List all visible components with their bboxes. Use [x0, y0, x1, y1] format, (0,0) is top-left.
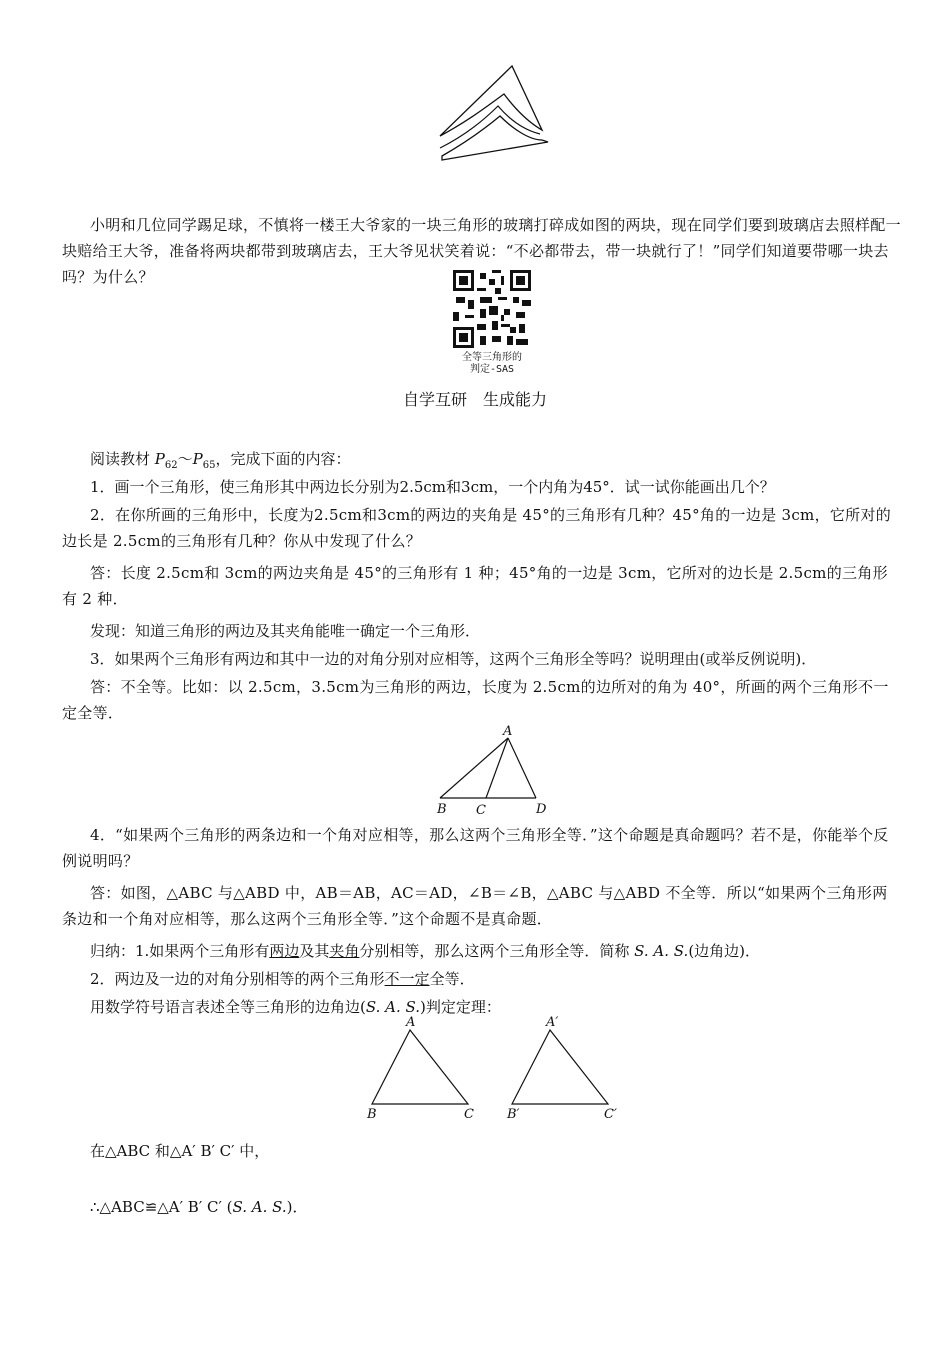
- answer-4: 答：如图，△ABC 与△ABD 中，AB＝AB，AC＝AD，∠B＝∠B，△ABC 与△ABD 不全等．所以“如果两个三角形两条边和一个角对应相等，那么这两个三角形全等．”这个命题不是真命题．: [62, 884, 888, 928]
- triangle-abc-figure: [360, 1016, 490, 1124]
- question-1: 1．画一个三角形，使三角形其中两边长分别为2.5cm和3cm，一个内角为45°．试一试你能画出几个？: [90, 478, 775, 496]
- label-d: D: [536, 802, 547, 817]
- label-b: B: [367, 1107, 377, 1122]
- symbolic-statement: 用数学符号语言表述全等三角形的边角边(S. A. S.)判定定理：: [90, 998, 501, 1016]
- qr-caption: [440, 352, 544, 376]
- summary-2: 2．两边及一边的对角分别相等的两个三角形不一定全等．: [90, 970, 475, 988]
- label-b-prime: B′: [507, 1107, 520, 1122]
- label-b: B: [437, 802, 447, 817]
- finding: 发现：知道三角形的两边及其夹角能唯一确定一个三角形．: [90, 622, 481, 640]
- label-c: C: [464, 1107, 474, 1122]
- glass-piece-upper: [440, 66, 542, 136]
- question-3: 3．如果两个三角形有两边和其中一边的对角分别对应相等，这两个三角形全等吗？说明理由(或举反例说明)．: [90, 650, 817, 668]
- answer-3: 答：不全等。比如：以 2.5cm，3.5cm为三角形的两边，长度为 2.5cm的边所对的角为 40°，所画的两个三角形不一定全等．: [62, 678, 889, 722]
- conclusion: ∴△ABC≌△A′ B′ C′ (S. A. S.)．: [90, 1198, 308, 1216]
- answer-2: 答：长度 2.5cm和 3cm的两边夹角是 45°的三角形有 1 种；45°角的一边是 3cm，它所对的边长是 2.5cm的三角形有 2 种．: [62, 564, 888, 608]
- triangle-a2b2c2-figure: [500, 1016, 630, 1124]
- label-c: C: [476, 803, 486, 818]
- label-a: A: [406, 1015, 416, 1030]
- section-title: 自学互研 生成能力: [402, 390, 547, 409]
- segment-ad: [508, 738, 536, 798]
- summary-1: 归纳：1.如果两个三角形有两边及其夹角分别相等，那么这两个三角形全等．简称 S. A. S.(边角边)．: [90, 942, 761, 960]
- qr-code: [453, 270, 531, 348]
- label-c-prime: C′: [604, 1107, 617, 1122]
- qr-caption-line2: 判定-SAS: [469, 364, 515, 375]
- question-4: 4．“如果两个三角形的两条边和一个角对应相等，那么这两个三角形全等．”这个命题是真命题吗？若不是，你能举个反例说明吗？: [62, 826, 889, 870]
- intro-story: 小明和几位同学踢足球，不慎将一楼王大爷家的一块三角形的玻璃打碎成如图的两块，现在同学们要到玻璃店去照样配一块赔给王大爷，准备将两块都带到玻璃店去，王大爷见状笑着说：“不必都带去，带一块就行了！”同学们知道要带哪一块去吗？为什么？: [62, 216, 901, 286]
- label-a: A: [503, 724, 513, 739]
- label-a-prime: A′: [546, 1015, 559, 1030]
- broken-glass-figure: [430, 60, 570, 170]
- qr-caption-line1: 全等三角形的: [462, 352, 522, 363]
- in-triangles: 在△ABC 和△A′ B′ C′ 中，: [90, 1142, 270, 1160]
- segment-ab: [440, 738, 508, 798]
- triangle-a2b2c2: [512, 1030, 608, 1104]
- question-2: 2．在你所画的三角形中，长度为2.5cm和3cm的两边的夹角是 45°的三角形有几种？45°角的一边是 3cm，它所对的边长是 2.5cm的三角形有几种？你从中发现了什么？: [62, 506, 892, 550]
- triangle-abc: [372, 1030, 468, 1104]
- triangle-abd-figure: [430, 726, 560, 818]
- reading-instruction: 阅读教材 $P_{62}\sim P_{65}$，完成下面的内容：: [90, 450, 351, 471]
